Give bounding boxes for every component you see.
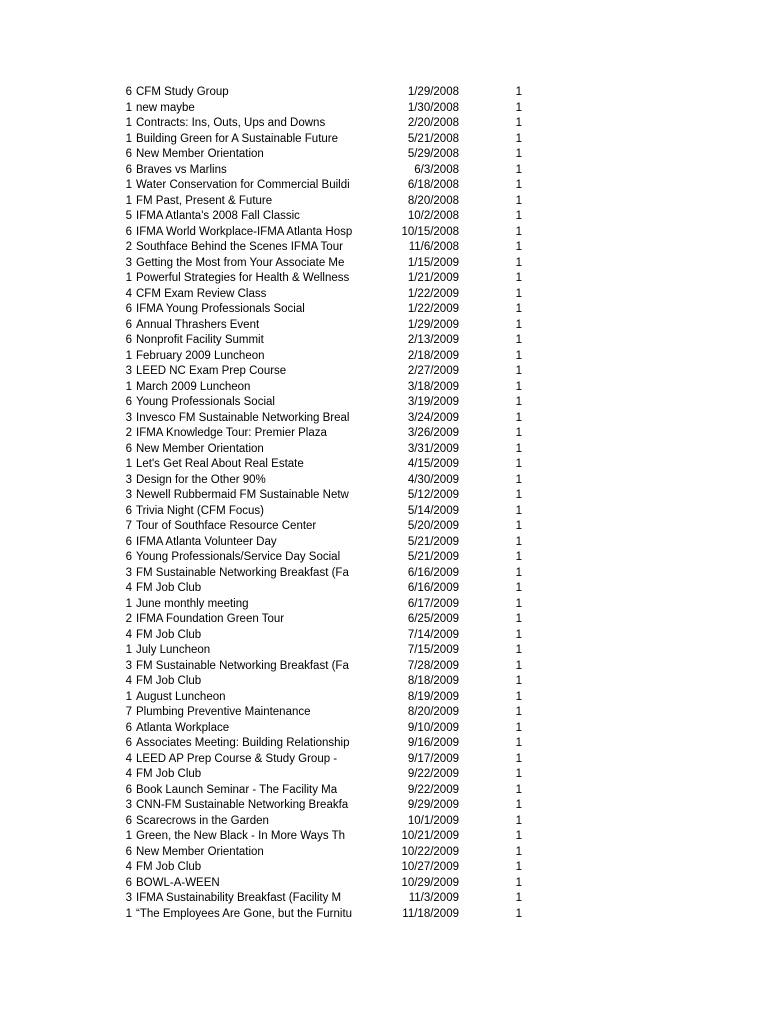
row-code-cell: 3 (125, 365, 132, 377)
row-count-cell: 1 (515, 411, 522, 424)
row-count-cell: 1 (515, 256, 522, 269)
row-code-cell: 3 (125, 566, 132, 579)
table-row (0, 690, 770, 706)
row-code-cell: 1 (125, 349, 132, 362)
row-date-cell: 5/14/2009 (407, 504, 459, 517)
row-date-cell: 4/30/2009 (407, 473, 459, 486)
table-row (0, 147, 770, 163)
row-code-cell: 4 (125, 768, 132, 780)
row-date-cell: 5/21/2009 (407, 535, 459, 548)
row-count-cell: 1 (515, 799, 522, 811)
row-date-cell: 1/30/2008 (407, 101, 459, 114)
row-event-name-cell: Design for the Other 90% (136, 473, 266, 486)
row-date-cell: 10/22/2009 (401, 845, 459, 858)
row-date-cell: 5/12/2009 (407, 489, 459, 501)
row-event-name-cell: IFMA Sustainability Breakfast (Facility M (136, 892, 342, 904)
row-code-cell: 1 (125, 101, 132, 114)
row-count-cell: 1 (515, 101, 522, 114)
row-date-cell: 1/21/2009 (407, 272, 459, 284)
row-count-cell: 1 (515, 551, 522, 563)
row-code-cell: 1 (125, 117, 132, 129)
row-event-name-cell: Plumbing Preventive Maintenance (136, 706, 311, 718)
row-date-cell: 3/19/2009 (407, 396, 459, 408)
row-count-cell: 1 (515, 225, 522, 238)
row-code-cell: 7 (125, 520, 132, 532)
row-count-cell: 1 (515, 132, 522, 145)
row-code-cell: 1 (125, 380, 132, 393)
row-date-cell: 10/29/2009 (401, 876, 459, 889)
row-date-cell: 3/18/2009 (407, 380, 459, 393)
row-count-cell: 1 (515, 582, 522, 594)
row-event-name-cell: FM Sustainable Networking Breakfast (Fa (136, 566, 349, 579)
row-count-cell: 1 (515, 876, 522, 889)
row-count-cell: 1 (515, 287, 522, 300)
row-date-cell: 1/29/2008 (407, 86, 459, 98)
row-count-cell: 1 (515, 830, 522, 842)
table-row (0, 876, 770, 892)
row-count-cell: 1 (515, 783, 522, 796)
table-row (0, 364, 770, 380)
table-row (0, 504, 770, 520)
row-event-name-cell: Getting the Most from Your Associate Me (136, 256, 345, 269)
row-date-cell: 10/2/2008 (407, 210, 459, 222)
table-row (0, 721, 770, 737)
row-code-cell: 2 (125, 241, 132, 253)
row-count-cell: 1 (515, 318, 522, 331)
row-date-cell: 5/20/2009 (407, 520, 459, 532)
row-date-cell: 8/19/2009 (407, 690, 459, 703)
row-count-cell: 1 (515, 458, 522, 470)
row-event-name-cell: Southface Behind the Scenes IFMA Tour (136, 241, 343, 253)
row-event-name-cell: Building Green for A Sustainable Future (136, 132, 339, 145)
table-row (0, 581, 770, 597)
row-count-cell: 1 (515, 117, 522, 129)
table-row (0, 132, 770, 148)
row-event-name-cell: June monthly meeting (136, 597, 249, 610)
row-code-cell: 6 (125, 504, 132, 517)
row-date-cell: 10/27/2009 (401, 861, 459, 873)
row-date-cell: 5/29/2008 (407, 148, 459, 160)
row-count-cell: 1 (515, 737, 522, 749)
row-code-cell: 6 (125, 721, 132, 734)
row-count-cell: 1 (515, 752, 522, 765)
row-event-name-cell: IFMA Atlanta Volunteer Day (136, 535, 277, 548)
row-date-cell: 8/20/2009 (407, 706, 459, 718)
row-code-cell: 1 (125, 179, 132, 191)
row-date-cell: 5/21/2009 (407, 551, 459, 563)
row-count-cell: 1 (515, 163, 522, 176)
row-event-name-cell: March 2009 Luncheon (136, 380, 251, 393)
row-count-cell: 1 (515, 690, 522, 703)
row-event-name-cell: Newell Rubbermaid FM Sustainable Netw (136, 489, 349, 501)
table-row (0, 395, 770, 411)
row-count-cell: 1 (515, 303, 522, 315)
row-date-cell: 10/1/2009 (407, 814, 459, 827)
table-row (0, 597, 770, 613)
row-count-cell: 1 (515, 334, 522, 346)
row-count-cell: 1 (515, 349, 522, 362)
row-date-cell: 1/22/2009 (407, 303, 459, 315)
table-row (0, 473, 770, 489)
table-row (0, 643, 770, 659)
row-date-cell: 1/15/2009 (407, 256, 459, 269)
row-count-cell: 1 (515, 566, 522, 579)
row-count-cell: 1 (515, 706, 522, 718)
table-row (0, 380, 770, 396)
row-date-cell: 7/28/2009 (407, 659, 459, 672)
row-date-cell: 6/17/2009 (407, 597, 459, 610)
table-row (0, 767, 770, 783)
row-event-name-cell: Annual Thrashers Event (136, 318, 260, 331)
row-code-cell: 1 (125, 830, 132, 842)
row-date-cell: 11/3/2009 (408, 892, 459, 904)
row-event-name-cell: IFMA World Workplace-IFMA Atlanta Hosp (136, 225, 353, 238)
row-event-name-cell: IFMA Knowledge Tour: Premier Plaza (136, 427, 327, 439)
table-row (0, 783, 770, 799)
table-row (0, 302, 770, 318)
row-event-name-cell: Atlanta Workplace (136, 721, 230, 734)
table-row (0, 488, 770, 504)
row-date-cell: 1/22/2009 (407, 287, 459, 300)
row-date-cell: 1/29/2009 (407, 318, 459, 331)
row-event-name-cell: New Member Orientation (136, 442, 264, 455)
row-event-name-cell: CFM Study Group (136, 86, 229, 98)
table-row (0, 798, 770, 814)
row-date-cell: 6/25/2009 (407, 613, 459, 625)
row-code-cell: 3 (125, 411, 132, 424)
row-event-name-cell: August Luncheon (136, 690, 226, 703)
table-row (0, 287, 770, 303)
table-row (0, 85, 770, 101)
row-event-name-cell: IFMA Young Professionals Social (136, 303, 305, 315)
table-row (0, 163, 770, 179)
table-row (0, 907, 770, 923)
row-event-name-cell: Trivia Night (CFM Focus) (136, 504, 264, 517)
table-row (0, 194, 770, 210)
table-row (0, 674, 770, 690)
row-event-name-cell: New Member Orientation (136, 845, 264, 858)
table-row (0, 116, 770, 132)
row-code-cell: 2 (125, 613, 132, 625)
row-date-cell: 11/18/2009 (402, 907, 459, 920)
row-count-cell: 1 (515, 861, 522, 873)
row-date-cell: 11/6/2008 (408, 241, 459, 253)
row-event-name-cell: Braves vs Marlins (136, 163, 227, 176)
table-row (0, 860, 770, 876)
row-event-name-cell: Young Professionals/Service Day Social (136, 551, 341, 563)
row-date-cell: 3/24/2009 (407, 411, 459, 424)
table-row (0, 659, 770, 675)
row-count-cell: 1 (515, 179, 522, 191)
row-count-cell: 1 (515, 675, 522, 687)
row-code-cell: 3 (125, 892, 132, 904)
table-row (0, 101, 770, 117)
row-date-cell: 5/21/2008 (407, 132, 459, 145)
row-count-cell: 1 (515, 520, 522, 532)
row-event-name-cell: Contracts: Ins, Outs, Ups and Downs (136, 117, 326, 129)
row-code-cell: 6 (125, 334, 132, 346)
row-event-name-cell: July Luncheon (136, 644, 211, 656)
row-date-cell: 8/20/2008 (407, 194, 459, 207)
row-date-cell: 3/26/2009 (407, 427, 459, 439)
row-date-cell: 7/14/2009 (407, 628, 459, 641)
row-event-name-cell: FM Job Club (136, 675, 202, 687)
row-event-name-cell: BOWL-A-WEEN (136, 876, 220, 889)
table-row (0, 411, 770, 427)
row-event-name-cell: FM Job Club (136, 582, 202, 594)
table-row (0, 535, 770, 551)
row-date-cell: 9/22/2009 (407, 783, 459, 796)
row-code-cell: 3 (125, 489, 132, 501)
row-code-cell: 4 (125, 287, 132, 300)
table-row (0, 845, 770, 861)
row-event-name-cell: FM Job Club (136, 768, 202, 780)
row-code-cell: 6 (125, 814, 132, 827)
row-event-name-cell: FM Job Club (136, 628, 202, 641)
row-event-name-cell: Let's Get Real About Real Estate (136, 458, 304, 470)
row-event-name-cell: New Member Orientation (136, 148, 264, 160)
row-count-cell: 1 (515, 365, 522, 377)
row-event-name-cell: February 2009 Luncheon (136, 349, 265, 362)
table-row (0, 612, 770, 628)
table-row (0, 566, 770, 582)
row-code-cell: 6 (125, 225, 132, 238)
row-date-cell: 9/17/2009 (407, 752, 459, 765)
table-row (0, 752, 770, 768)
row-count-cell: 1 (515, 814, 522, 827)
row-code-cell: 1 (125, 644, 132, 656)
table-row (0, 349, 770, 365)
row-code-cell: 1 (125, 132, 132, 145)
row-event-name-cell: Associates Meeting: Building Relationship (136, 737, 350, 749)
row-date-cell: 2/27/2009 (407, 365, 459, 377)
row-date-cell: 6/3/2008 (414, 163, 459, 176)
row-date-cell: 7/15/2009 (407, 644, 459, 656)
row-date-cell: 2/13/2009 (407, 334, 459, 346)
row-event-name-cell: Tour of Southface Resource Center (136, 520, 317, 532)
row-event-name-cell: “The Employees Are Gone, but the Furnitu (136, 907, 353, 920)
row-code-cell: 1 (125, 458, 132, 470)
table-row (0, 705, 770, 721)
row-date-cell: 9/10/2009 (407, 721, 459, 734)
row-event-name-cell: CNN-FM Sustainable Networking Breakfa (136, 799, 349, 811)
row-event-name-cell: LEED AP Prep Course & Study Group - (136, 752, 338, 765)
row-event-name-cell: FM Job Club (136, 861, 202, 873)
row-date-cell: 2/20/2008 (407, 117, 459, 129)
row-count-cell: 1 (515, 380, 522, 393)
table-row (0, 318, 770, 334)
row-code-cell: 6 (125, 783, 132, 796)
row-event-name-cell: LEED NC Exam Prep Course (136, 365, 287, 377)
row-count-cell: 1 (515, 613, 522, 625)
table-row (0, 736, 770, 752)
row-count-cell: 1 (515, 535, 522, 548)
row-event-name-cell: Green, the New Black - In More Ways Th (136, 830, 345, 842)
table-row (0, 550, 770, 566)
row-count-cell: 1 (515, 892, 522, 904)
row-count-cell: 1 (515, 210, 522, 222)
row-event-name-cell: Young Professionals Social (136, 396, 275, 408)
row-count-cell: 1 (515, 907, 522, 920)
table-row (0, 178, 770, 194)
table-row (0, 209, 770, 225)
row-date-cell: 6/18/2008 (407, 179, 459, 191)
row-event-name-cell: IFMA Foundation Green Tour (136, 613, 285, 625)
row-code-cell: 1 (125, 272, 132, 284)
row-date-cell: 9/22/2009 (407, 768, 459, 780)
row-code-cell: 1 (125, 597, 132, 610)
table-row (0, 829, 770, 845)
row-code-cell: 1 (125, 690, 132, 703)
row-event-name-cell: FM Past, Present & Future (136, 194, 273, 207)
row-code-cell: 6 (125, 318, 132, 331)
row-code-cell: 6 (125, 551, 132, 563)
row-event-name-cell: Powerful Strategies for Health & Wellness (136, 272, 350, 284)
row-code-cell: 3 (125, 799, 132, 811)
row-count-cell: 1 (515, 845, 522, 858)
row-count-cell: 1 (515, 597, 522, 610)
row-count-cell: 1 (515, 427, 522, 439)
table-row (0, 519, 770, 535)
row-count-cell: 1 (515, 504, 522, 517)
row-code-cell: 3 (125, 256, 132, 269)
row-date-cell: 8/18/2009 (407, 675, 459, 687)
table-row (0, 333, 770, 349)
table-row (0, 814, 770, 830)
row-count-cell: 1 (515, 659, 522, 672)
row-event-name-cell: new maybe (136, 101, 195, 114)
row-event-name-cell: Water Conservation for Commercial Buildi (136, 179, 350, 191)
row-event-name-cell: Invesco FM Sustainable Networking Breal (136, 411, 350, 424)
row-count-cell: 1 (515, 768, 522, 780)
row-count-cell: 1 (515, 272, 522, 284)
row-code-cell: 6 (125, 86, 132, 98)
row-code-cell: 1 (125, 194, 132, 207)
table-row (0, 442, 770, 458)
row-count-cell: 1 (515, 628, 522, 641)
row-count-cell: 1 (515, 241, 522, 253)
row-event-name-cell: IFMA Atlanta's 2008 Fall Classic (136, 210, 300, 222)
row-date-cell: 3/31/2009 (407, 442, 459, 455)
table-row (0, 271, 770, 287)
spreadsheet-table (0, 85, 770, 922)
row-count-cell: 1 (515, 194, 522, 207)
table-row (0, 426, 770, 442)
row-date-cell: 6/16/2009 (407, 566, 459, 579)
row-code-cell: 2 (125, 427, 132, 439)
row-date-cell: 4/15/2009 (407, 458, 459, 470)
row-code-cell: 4 (125, 861, 132, 873)
row-count-cell: 1 (515, 473, 522, 486)
table-row (0, 457, 770, 473)
row-count-cell: 1 (515, 721, 522, 734)
row-event-name-cell: Book Launch Seminar - The Facility Ma (136, 783, 338, 796)
row-code-cell: 3 (125, 473, 132, 486)
row-code-cell: 1 (125, 907, 132, 920)
row-event-name-cell: CFM Exam Review Class (136, 287, 267, 300)
table-row (0, 891, 770, 907)
row-count-cell: 1 (515, 442, 522, 455)
row-code-cell: 4 (125, 582, 132, 594)
row-code-cell: 5 (125, 210, 132, 222)
row-code-cell: 6 (125, 396, 132, 408)
row-code-cell: 6 (125, 163, 132, 176)
row-code-cell: 6 (125, 876, 132, 889)
row-code-cell: 4 (125, 752, 132, 765)
row-date-cell: 6/16/2009 (407, 582, 459, 594)
row-code-cell: 6 (125, 737, 132, 749)
table-row (0, 256, 770, 272)
row-code-cell: 7 (125, 706, 132, 718)
table-row (0, 628, 770, 644)
row-count-cell: 1 (515, 86, 522, 98)
row-date-cell: 2/18/2009 (407, 349, 459, 362)
row-count-cell: 1 (515, 396, 522, 408)
row-code-cell: 3 (125, 659, 132, 672)
row-event-name-cell: Nonprofit Facility Summit (136, 334, 264, 346)
table-row (0, 240, 770, 256)
row-code-cell: 6 (125, 303, 132, 315)
table-row (0, 225, 770, 241)
row-code-cell: 6 (125, 845, 132, 858)
row-event-name-cell: Scarecrows in the Garden (136, 814, 269, 827)
row-code-cell: 6 (125, 148, 132, 160)
row-count-cell: 1 (515, 644, 522, 656)
row-count-cell: 1 (515, 148, 522, 160)
row-event-name-cell: FM Sustainable Networking Breakfast (Fa (136, 659, 349, 672)
row-date-cell: 9/29/2009 (407, 799, 459, 811)
row-code-cell: 6 (125, 442, 132, 455)
row-date-cell: 10/21/2009 (401, 830, 459, 842)
row-code-cell: 4 (125, 628, 132, 641)
row-code-cell: 4 (125, 675, 132, 687)
row-date-cell: 10/15/2008 (401, 225, 459, 238)
row-code-cell: 6 (125, 535, 132, 548)
row-date-cell: 9/16/2009 (407, 737, 459, 749)
row-count-cell: 1 (515, 489, 522, 501)
